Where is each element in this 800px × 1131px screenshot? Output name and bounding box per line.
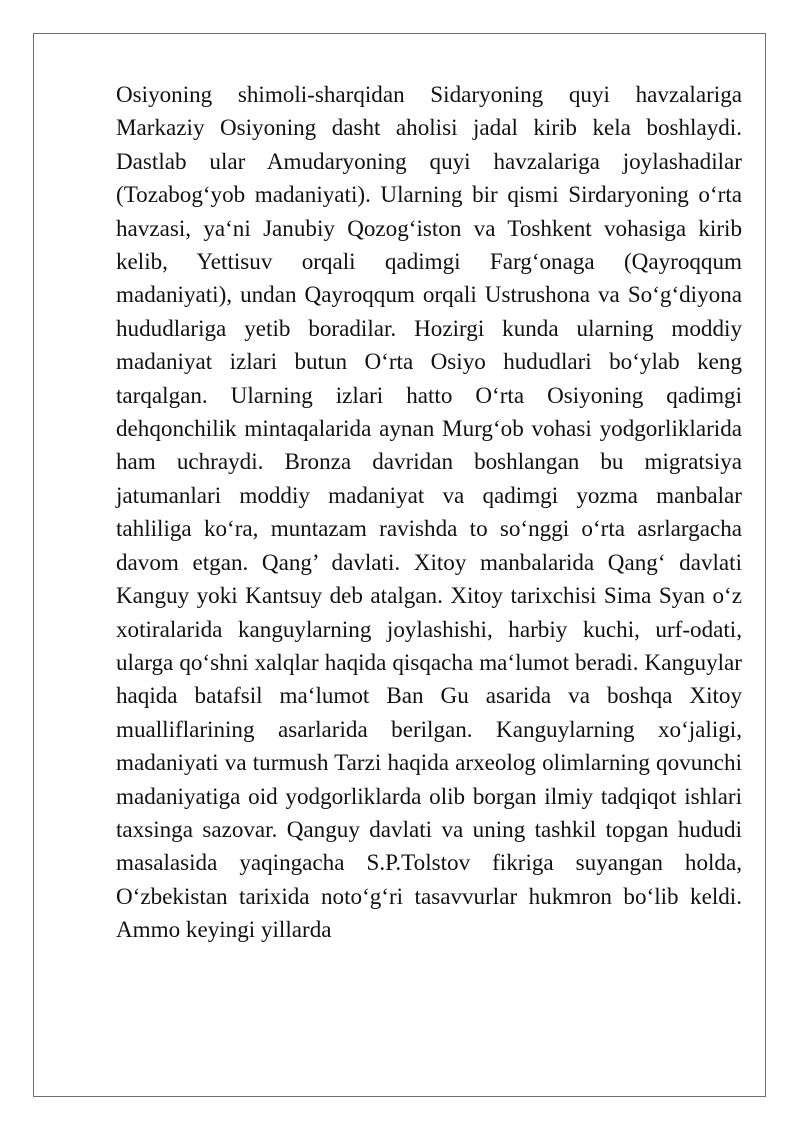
body-paragraph: Osiyoning shimoli-sharqidan Sidaryoning quyi havzalariga Markaziy Osiyoning dasht aholisi jadal kirib kela boshlaydi. Dastlab ular Amudaryoning quyi havzalariga joylashadilar (Tozabog‘yob madaniyati). Ularning bir qismi Sirdaryoning o‘rta havzasi, ya‘ni Janubiy Qozog‘iston va Toshkent vohasiga kirib kelib, Yettisuv orqali qadimgi Farg‘onaga (Qayroqqum madaniyati), undan Qayroqqum orqali Ustrushona va So‘g‘diyona hududlariga yetib boradilar. Hozirgi kunda ularning moddiy madaniyat izlari butun O‘rta Osiyo hududlari bo‘ylab keng tarqalgan. Ularning izlari hatto O‘rta Osiyoning qadimgi dehqonchilik mintaqalarida aynan Murg‘ob vohasi yodgorliklarida ham uchraydi. Bronza davridan boshlangan bu migratsiya jatumanlari moddiy madaniyat va qadimgi yozma manbalar tahliliga ko‘ra, muntazam ravishda to so‘nggi o‘rta asrlargacha davom etgan. Qang’ davlati. Xitoy manbalarida Qang‘ davlati Kanguy yoki Kantsuy deb atalgan. Xitoy tarixchisi Sima Syan o‘z xotiralarida kanguylarning joylashishi, harbiy kuchi, urf-odati, ularga qo‘shni xalqlar haqida qisqacha ma‘lumot beradi. Kanguylar haqida batafsil ma‘lumot Ban Gu asarida va boshqa Xitoy mualliflarining asarlarida berilgan. Kanguylarning xo‘jaligi, madaniyati va turmush Tarzi haqida arxeolog olimlarning qovunchi madaniyatiga oid yodgorliklarda olib borgan ilmiy tadqiqot ishlari taxsinga sazovar. Qanguy davlati va uning tashkil topgan hududi masalasida yaqingacha S.P.Tolstov fikriga suyangan holda, O‘zbekistan tarixida noto‘g‘ri tasavvurlar hukmron bo‘lib keldi. Ammo keyingi yillarda <box>116 81 742 943</box>
